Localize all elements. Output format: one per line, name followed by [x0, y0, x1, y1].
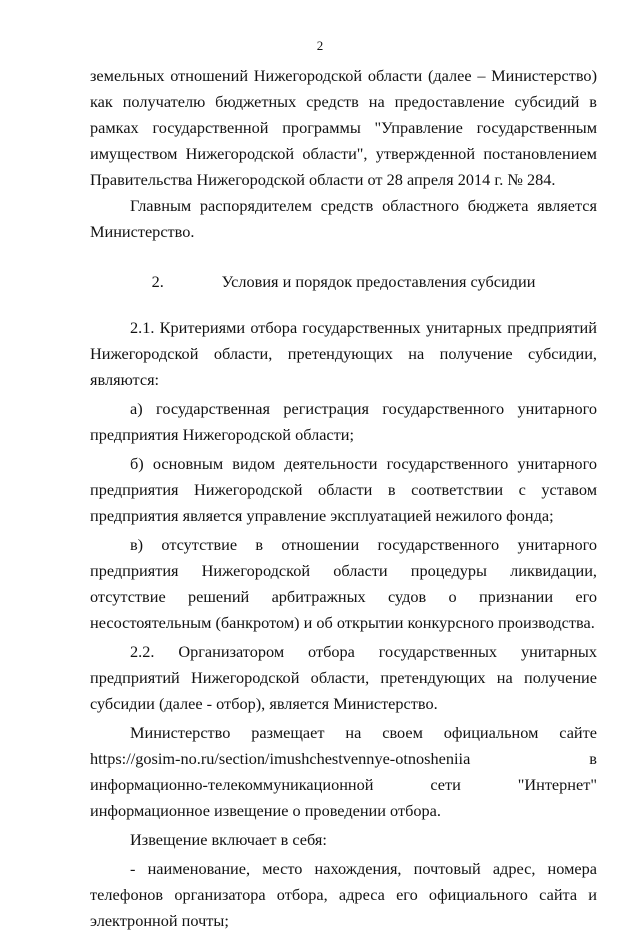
paragraph-continuation: земельных отношений Нижегородской области (далее – Министерство) как получателю бюджетных средств на предоставление субсидий в рамках государственной программы "Управление государственным имуществом Нижегородской области", утвержденной постановлением Правительства Нижегородской области от 28 апреля 2014 г. № 284. — [90, 66, 597, 189]
section-heading-number: 2. — [151, 272, 164, 291]
section-heading-text: Условия и порядок предоставления субсидии — [221, 272, 536, 291]
paragraph-ministry-publishes: Министерство размещает на своем официальном сайте https://gosim-no.ru/section/imushchestvennye-otnosheniia в информационно-телекоммуникационной сети "Интернет" информационное извещение о проведении отбора. — [90, 723, 597, 820]
section-heading — [90, 269, 597, 295]
paragraph-notice-item-name: - наименование, место нахождения, почтовый адрес, номера телефонов организатора отбора, адреса его официального сайта и электронной почты; — [90, 859, 597, 930]
paragraph-chief-administrator: Главным распорядителем средств областного бюджета является Министерство. — [90, 196, 597, 241]
paragraph-2-2: 2.2. Организатором отбора государственных унитарных предприятий Нижегородской области, претендующих на получение субсидии (далее - отбор), является Министерство. — [90, 642, 597, 713]
paragraph-item-b: б) основным видом деятельности государственного унитарного предприятия Нижегородской области в соответствии с уставом предприятия является управление эксплуатацией нежилого фонда; — [90, 454, 597, 525]
paragraph-item-a: а) государственная регистрация государственного унитарного предприятия Нижегородской области; — [90, 399, 597, 444]
paragraph-2-1: 2.1. Критериями отбора государственных унитарных предприятий Нижегородской области, претендующих на получение субсидии, являются: — [90, 318, 597, 389]
page-number: 2 — [316, 38, 324, 53]
paragraph-item-v: в) отсутствие в отношении государственного унитарного предприятия Нижегородской области процедуры ликвидации, отсутствие решений арбитражных судов о признании его несостоятельным (банкротом) и об открытии конкурсного производства. — [90, 535, 597, 632]
document-body — [90, 63, 597, 934]
paragraph-notice-includes: Извещение включает в себя: — [130, 830, 327, 849]
